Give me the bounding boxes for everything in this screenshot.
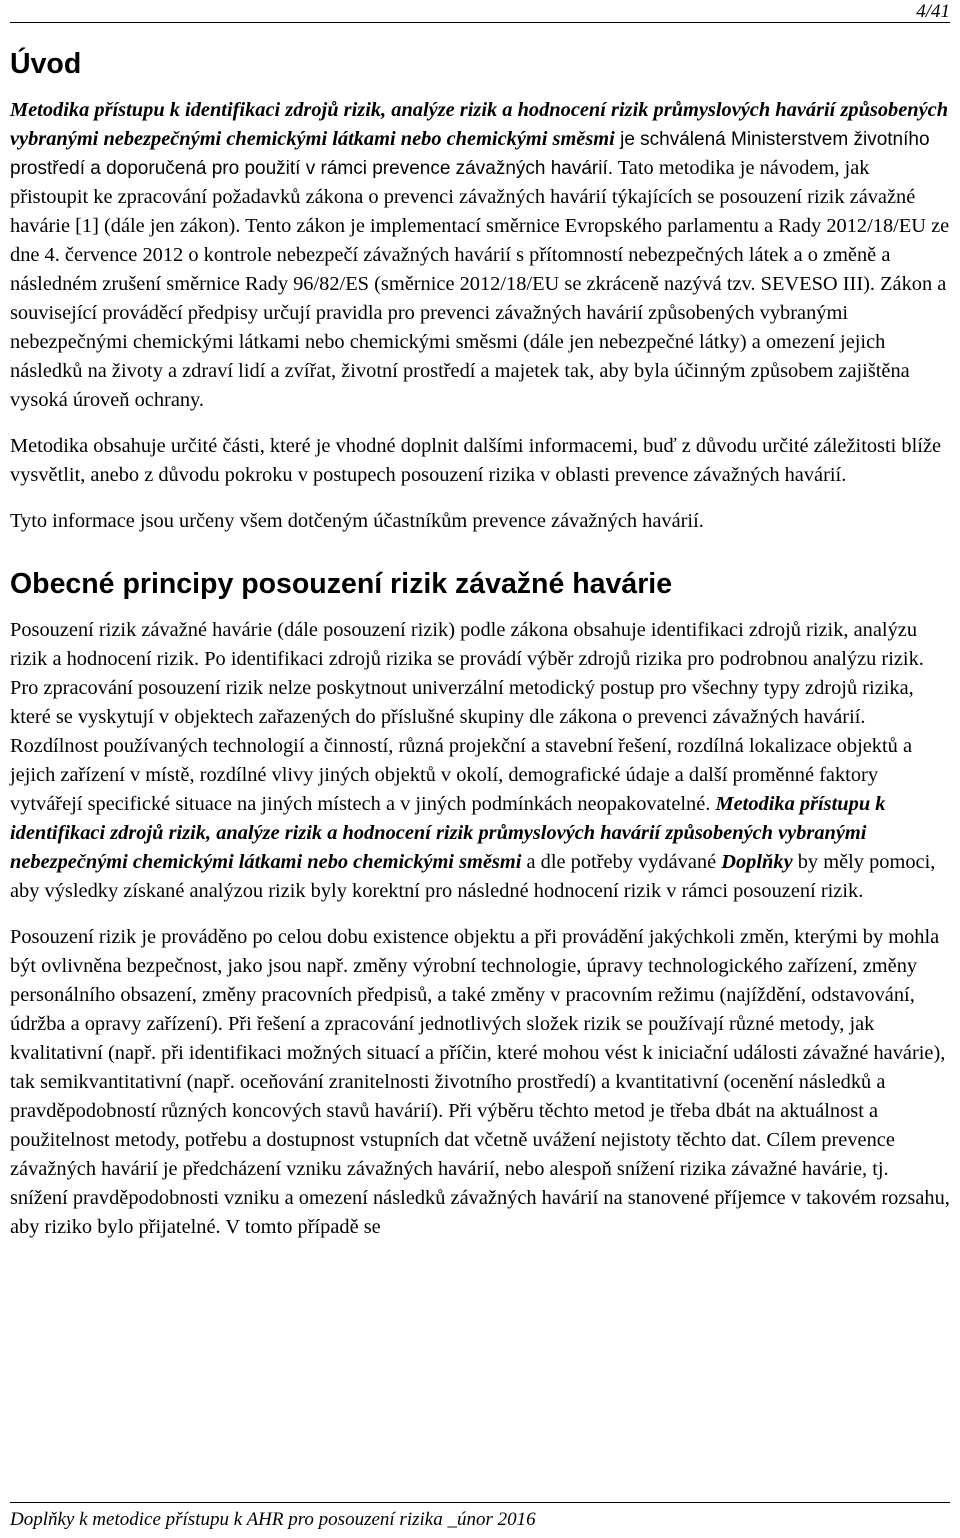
paragraph-intro-1 (10, 96, 950, 415)
text-run: Doplňky (721, 851, 793, 873)
text-run: Tato metodika je návodem, jak přistoupit ke zpracování požadavků zákona o prevenci závažných havárií týkajících se posouzení rizik závažné havárie [1] (dále jen zákon). Tento zákon je implementací směrnice Evropského parlamentu a Rady 2012/18/EU ze dne 4. července 2012 o kontrole nebezpečí závažných havárií s přítomností nebezpečných látek a o změně a následném zrušení směrnice Rady 96/82/ES (směrnice 2012/18/EU se zkráceně nazývá tzv. SEVESO III). Zákon a související prováděcí předpisy určují pravidla pro prevenci závažných havárií způsobených vybranými nebezpečnými chemickými látkami nebo chemickými směsmi (dále jen nebezpečné látky) a omezení jejich následků na životy a zdraví lidí a zvířat, životní prostředí a majetek tak, aby byla účinným způsobem zajištěna vysoká úroveň ochrany. (10, 157, 950, 411)
text-run: a dle potřeby vydávané (521, 851, 722, 873)
document-body (10, 40, 950, 1259)
text-run: by měly pomoci, aby výsledky získané analýzou rizik byly korektní pro následné hodnocení rizik v rámci posouzení rizik. (10, 851, 936, 902)
section-heading-uvod: Úvod (10, 48, 82, 80)
text-run: Metodika obsahuje určité části, které je vhodné doplnit dalšími informacemi, buď z důvodu určité záležitosti blíže vysvětlit, anebo z důvodu pokroku v postupech posouzení rizika v oblasti prevence závažných havárií. (10, 435, 942, 486)
page-footer (10, 1502, 950, 1538)
text-run: Posouzení rizik závažné havárie (dále posouzení rizik) podle zákona obsahuje identifikaci zdrojů rizik, analýzu rizik a hodnocení rizik. Po identifikaci zdrojů rizika se provádí výběr zdrojů rizika pro podrobnou analýzu rizik. Pro zpracování posouzení rizik nelze poskytnout univerzální metodický postup pro všechny typy zdrojů rizika, které se vyskytují v objektech zařazených do příslušné skupiny dle zákona o prevenci závažných havárií. Rozdílnost používaných technologií a činností, různá projekční a stavební řešení, rozdílná lokalizace objektů a jejich zařízení v místě, rozdílné vlivy jiných objektů v okolí, demografické údaje a další proměnné faktory vytvářejí specifické situace na jiných místech a v jiných podmínkách neopakovatelné. (10, 619, 924, 815)
page-number: 4/41 (916, 1, 950, 22)
paragraph-intro-3 (10, 507, 950, 536)
paragraph-intro-2 (10, 432, 950, 490)
text-run: Tyto informace jsou určeny všem dotčeným účastníkům prevence závažných havárií. (10, 510, 704, 532)
text-run: je schválená Ministerstvem životního prostředí a doporučená pro použití v rámci prevence závažných havárií. (10, 129, 930, 179)
paragraph-principles-1 (10, 616, 950, 906)
text-run: Metodika přístupu k identifikaci zdrojů rizik, analýze rizik a hodnocení rizik průmyslových havárií způsobených vybranými nebezpečnými chemickými látkami nebo chemickými směsmi (10, 99, 949, 150)
footer-rule (10, 1502, 950, 1503)
header-rule (10, 22, 950, 23)
paragraph-principles-2 (10, 923, 950, 1242)
section-heading-principles: Obecné principy posouzení rizik závažné havárie (10, 568, 673, 600)
text-run: Metodika přístupu k identifikaci zdrojů rizik, analýze rizik a hodnocení rizik průmyslových havárií způsobených vybranými nebezpečnými chemickými látkami nebo chemickými směsmi (10, 793, 886, 873)
footer-text: Doplňky k metodice přístupu k AHR pro posouzení rizika _únor 2016 (10, 1509, 536, 1530)
text-run: Posouzení rizik je prováděno po celou dobu existence objektu a při provádění jakýchkoli změn, kterými by mohla být ovlivněna bezpečnost, jako jsou např. změny výrobní technologie, úpravy technologického zařízení, změny personálního obsazení, změny pracovních předpisů, a také změny v pracovním režimu (najíždění, odstavování, údržba a opravy zařízení). Při řešení a zpracování jednotlivých složek rizik se používají různé metody, jak kvalitativní (např. při identifikaci možných situací a příčin, které mohou vést k iniciační události závažné havárie), tak semikvantitativní (např. oceňování zranitelnosti životního prostředí) a kvantitativní (ocenění následků a pravděpodobností různých koncových stavů havárií). Při výběru těchto metod je třeba dbát na aktuálnost a použitelnost metody, potřebu a dostupnost vstupních dat včetně uvážení nejistoty těchto dat. Cílem prevence závažných havárií je předcházení vzniku závažných havárií, nebo alespoň snížení rizika závažné havárie, tj. snížení pravděpodobnosti vzniku a omezení následků závažných havárií na stanovené příjemce v takovém rozsahu, aby riziko bylo přijatelné. V tomto případě se (10, 926, 950, 1238)
